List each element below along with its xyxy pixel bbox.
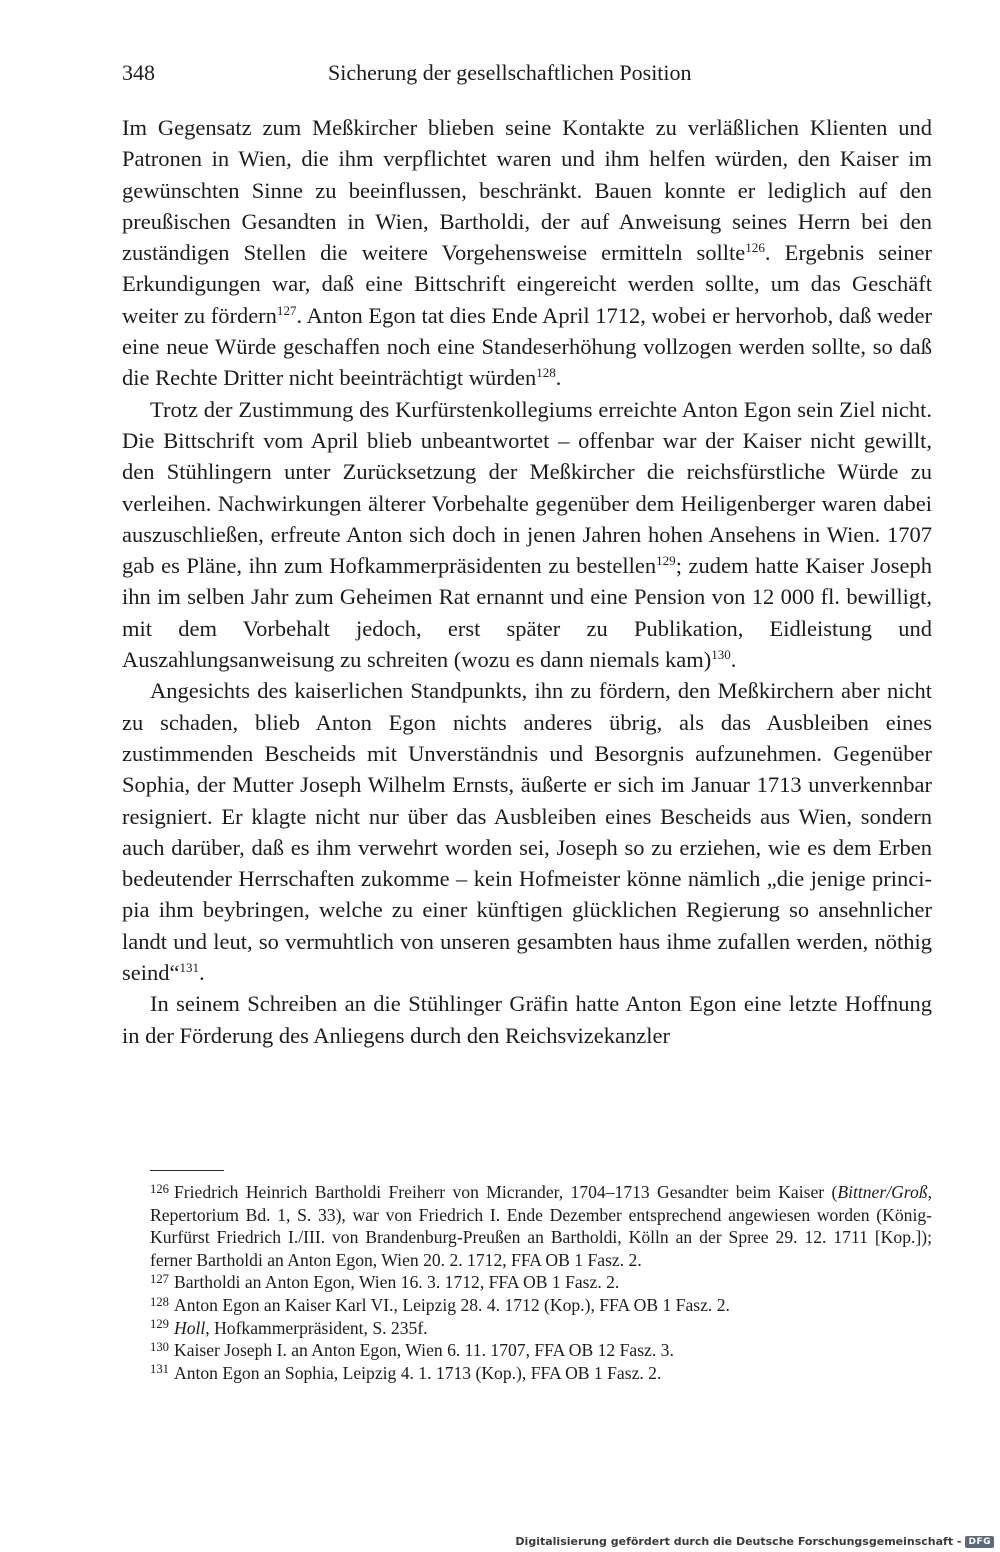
paragraph xyxy=(122,675,932,988)
footnote xyxy=(150,1271,932,1294)
text-run: Friedrich Heinrich Bartholdi Freiherr von Micrander, 1704–1713 Gesandter beim Kaiser ( xyxy=(173,1182,838,1202)
footnote-marker: 131 xyxy=(179,959,200,975)
footnote-separator xyxy=(150,1170,224,1171)
footnote-marker: 128 xyxy=(536,365,556,381)
text-run: Bartholdi an Anton Egon, Wien 16. 3. 1712, FFA OB 1 Fasz. 2. xyxy=(173,1272,620,1293)
footnote xyxy=(150,1294,932,1317)
footnote xyxy=(150,1181,932,1271)
footnote xyxy=(150,1317,932,1340)
text-run: Angesichts des kaiserlichen Standpunkts, ihn zu fördern, den Meßkirchern aber nicht zu schaden, blieb Anton Egon nichts anderes übrig, als das Ausbleiben eines zustimmenden Bescheids mit Unverständnis und Besorgnis aufzunehmen. Gegenüber Sophia, der Mutter Joseph Wilhelm Ernsts, äußerte er sich im Januar 1713 unverkennbar resigniert. Er klagte nicht nur über das Ausbleiben eines Bescheids aus Wien, sondern auch darüber, daß es ihm verwehrt worden sei, Joseph so zu erziehen, wie es dem Erben bedeutender Herrschaften zukomme – kein Hofmeister könne nämlich „die jenige principia ihm beybringen, welche zu einer künftigen glücklichen Regierung so ansehnlicher landt und leut, so vermuhtlich von unseren gesambten haus ihme zufallen werden, nöthig seind“ xyxy=(122,678,932,986)
text-run: . Anton Egon tat dies Ende April 1712, wobei er hervorhob, daß weder eine neue Würde geschaffen noch eine Standeserhöhung vollzogen werden sollte, so daß die Rechte Dritter nicht beeinträchtigt würden xyxy=(122,302,932,391)
italic-text: Bittner/Groß xyxy=(837,1182,928,1202)
footnote-marker: 129 xyxy=(656,553,676,569)
footnote xyxy=(150,1362,932,1385)
footnote-number: 126 xyxy=(150,1181,169,1196)
dfg-banner-text: Digitalisierung gefördert durch die Deutsche Forschungsgemeinschaft - xyxy=(515,1535,962,1548)
dfg-banner xyxy=(515,1535,994,1548)
footnotes xyxy=(150,1181,932,1384)
text-run: Trotz der Zustimmung des Kurfürstenkollegiums erreichte Anton Egon sein Ziel nicht. Die Bittschrift vom April blieb unbeantwortet – offenbar war der Kaiser nicht gewillt, den Stühlingern unter Zurücksetzung der Meßkircher die reichsfürstliche Würde zu verleihen. Nachwirkungen älterer Vorbehalte gegenüber dem Heiligenberger waren dabei auszuschließen, erfreute Anton sich doch in jenen Jahren hohen Ansehens in Wien. 1707 gab es Pläne, ihn zum Hofkammerpräsidenten zu bestellen xyxy=(122,396,932,579)
footnote-number: 127 xyxy=(150,1272,169,1287)
text-run: In seinem Schreiben an die Stühlinger Gräfin hatte Anton Egon eine letzte Hoffnung in der Förderung des Anliegens durch den Reichsvizekanzler xyxy=(122,991,932,1048)
paragraph xyxy=(122,394,932,676)
footnote xyxy=(150,1339,932,1362)
text-run: ; zudem hatte Kaiser Joseph ihn im selben Jahr zum Geheimen Rat ernannt und eine Pension von 12 000 fl. bewilligt, mit dem Vorbehalt jedoch, erst später zu Publikation, Eidleistung und Auszahlungsanweisung zu schreiten (wozu es dann niemals kam) xyxy=(122,553,932,673)
footnote-marker: 127 xyxy=(276,302,297,318)
text-run: Kaiser Joseph I. an Anton Egon, Wien 6. 11. 1707, FFA OB 12 Fasz. 3. xyxy=(173,1340,674,1361)
footnote-number: 130 xyxy=(150,1339,169,1354)
page-number: 348 xyxy=(122,60,155,85)
paragraph xyxy=(122,112,932,394)
text-run: , Hofkammerpräsident, S. 235f. xyxy=(205,1317,428,1338)
footnote-marker: 130 xyxy=(711,646,731,662)
footnote-number: 129 xyxy=(150,1317,169,1332)
footnote-number: 131 xyxy=(150,1362,169,1377)
text-run: . Ergebnis seiner Erkundigungen war, daß eine Bittschrift eingereicht werden sollte, um das Geschäft weiter zu fördern xyxy=(122,240,932,328)
text-run: Anton Egon an Sophia, Leipzig 4. 1. 1713 (Kop.), FFA OB 1 Fasz. 2. xyxy=(173,1362,662,1383)
paragraph xyxy=(122,988,932,1051)
body-text xyxy=(122,112,932,1051)
text-run: . xyxy=(730,647,737,673)
text-run: Anton Egon an Kaiser Karl VI., Leipzig 28. 4. 1712 (Kop.), FFA OB 1 Fasz. 2. xyxy=(173,1294,730,1315)
text-run: Im Gegensatz zum Meßkircher blieben seine Kontakte zu verläßlichen Klienten und Patronen in Wien, die ihm verpflichtet waren und ihm helfen würden, den Kaiser im gewünschten Sinne zu beeinflussen, beschränkt. Bauen konnte er lediglich auf den preußischen Gesandten in Wien, Bartholdi, der auf Anweisung seines Herrn bei den zuständigen Stellen die weitere Vorgehensweise ermitteln sollte xyxy=(122,115,932,266)
footnote-number: 128 xyxy=(150,1294,169,1309)
italic-text: Holl xyxy=(173,1317,206,1338)
text-run: , Repertorium Bd. 1, S. 33), war von Friedrich I. Ende Dezember entsprechend angewiesen worden (König-Kurfürst Friedrich I./III. von Brandenburg-Preußen an Bartholdi, Kölln an der Spree 29. 12. 1711 [Kop.]); ferner Bartholdi an Anton Egon, Wien 20. 2. 1712, FFA OB 1 Fasz. 2. xyxy=(150,1182,932,1270)
text-run: . xyxy=(199,960,205,986)
footnote-marker: 126 xyxy=(745,240,765,256)
dfg-logo-icon: DFG xyxy=(965,1536,994,1548)
text-run: . xyxy=(555,365,562,391)
running-title: Sicherung der gesellschaftlichen Position xyxy=(328,60,692,85)
